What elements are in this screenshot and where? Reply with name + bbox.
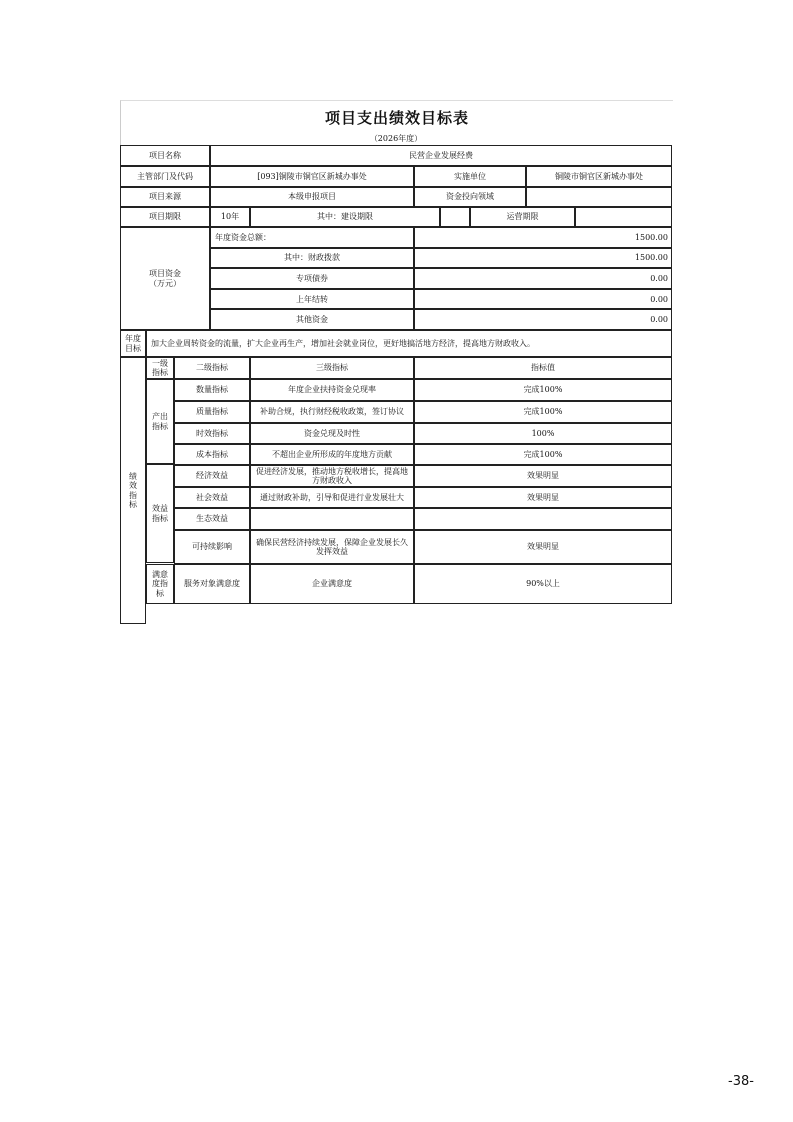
- indicator-value: 完成100%: [414, 379, 672, 401]
- indicator-value: [414, 508, 672, 530]
- fund-item-value: 0.00: [414, 289, 672, 310]
- third-level-indicator: 年度企业扶持资金兑现率: [250, 379, 414, 401]
- third-level-indicator: 资金兑现及时性: [250, 423, 414, 444]
- performance-indicator-label-line: 绩: [129, 472, 137, 482]
- satisfaction-indicator-label-line: 满意: [152, 570, 168, 580]
- second-level-indicator: 可持续影响: [174, 530, 250, 564]
- fund-item-value: 0.00: [414, 268, 672, 289]
- annual-goal-value: 加大企业周转资金的流量，扩大企业再生产，增加社会就业岗位，更好地搞活地方经济，提高地方财政收入。: [146, 330, 672, 357]
- funds-label-line: （万元）: [149, 278, 181, 288]
- fund-item-value: 1500.00: [414, 248, 672, 269]
- funds-label-line: 项目资金: [149, 269, 181, 279]
- impl-unit-label: 实施单位: [414, 166, 526, 187]
- second-level-header: 二级指标: [174, 357, 250, 379]
- sheet-title: 项目支出绩效目标表: [324, 108, 469, 127]
- second-level-indicator: 服务对象满意度: [174, 564, 250, 604]
- second-level-indicator: 质量指标: [174, 401, 250, 423]
- satisfaction-indicator-label: [146, 564, 174, 604]
- output-indicator-label-line: 产出: [152, 412, 168, 422]
- project-name-value: 民营企业发展经费: [210, 145, 672, 166]
- third-level-indicator: 企业满意度: [250, 564, 414, 604]
- first-level-header: [146, 357, 174, 379]
- performance-indicator-label-line: 效: [129, 481, 137, 491]
- third-level-indicator: 促进经济发展，推动地方税收增长，提高地方财政收入: [250, 465, 414, 487]
- indicator-value: 效果明显: [414, 530, 672, 564]
- period-label: 项目期限: [120, 207, 210, 227]
- third-level-indicator: 不超出企业所形成的年度地方贡献: [250, 444, 414, 465]
- page-number: -38-: [728, 1074, 754, 1089]
- third-level-indicator: 确保民营经济持续发展，保障企业发展长久发挥效益: [250, 530, 414, 564]
- annual-goal-label: [120, 330, 146, 357]
- third-level-indicator: 通过财政补助，引导和促进行业发展壮大: [250, 487, 414, 508]
- second-level-indicator: 生态效益: [174, 508, 250, 530]
- fund-item-label: 上年结转: [210, 289, 414, 310]
- impl-unit-value: 铜陵市铜官区新城办事处: [526, 166, 672, 187]
- second-level-indicator: 时效指标: [174, 423, 250, 444]
- first-level-header-line: 一级: [152, 358, 168, 368]
- indicator-value: 完成100%: [414, 401, 672, 423]
- satisfaction-indicator-label-line: 标: [156, 588, 164, 598]
- department-value: [093]铜陵市铜官区新城办事处: [210, 166, 414, 187]
- performance-indicator-label-line: 指: [129, 490, 137, 500]
- annual-goal-label-line: 年度: [125, 334, 141, 344]
- indicator-value: 完成100%: [414, 444, 672, 465]
- fund-item-label: 其他资金: [210, 309, 414, 330]
- output-indicator-label-line: 指标: [152, 421, 168, 431]
- operation-period-label: 运营期限: [470, 207, 575, 227]
- third-level-indicator: 补助合规，执行财经税收政策，签订协议: [250, 401, 414, 423]
- second-level-indicator: 成本指标: [174, 444, 250, 465]
- source-value: 本级申报项目: [210, 187, 414, 207]
- period-value: 10年: [210, 207, 250, 227]
- second-level-indicator: 社会效益: [174, 487, 250, 508]
- indicator-value: 效果明显: [414, 465, 672, 487]
- department-label: 主管部门及代码: [120, 166, 210, 187]
- indicator-value-header: 指标值: [414, 357, 672, 379]
- construction-period-value: [440, 207, 470, 227]
- output-indicator-label: [146, 379, 174, 464]
- sheet-footer-spacer: [120, 604, 672, 612]
- fund-item-value: 0.00: [414, 309, 672, 330]
- second-level-indicator: 数量指标: [174, 379, 250, 401]
- indicator-value: 效果明显: [414, 487, 672, 508]
- fund-item-label: 年度资金总额：: [210, 227, 414, 248]
- satisfaction-indicator-label-line: 度指: [152, 579, 168, 589]
- construction-period-label: 其中：建设期限: [250, 207, 440, 227]
- funds-label: [120, 227, 210, 330]
- benefit-indicator-label-line: 效益: [152, 504, 168, 514]
- fund-item-label: 专项债券: [210, 268, 414, 289]
- project-name-label: 项目名称: [120, 145, 210, 166]
- benefit-indicator-label-line: 指标: [152, 513, 168, 523]
- invest-field-label: 资金投向领域: [414, 187, 526, 207]
- year-label: （2026年度）: [369, 133, 423, 143]
- fund-item-value: 1500.00: [414, 227, 672, 248]
- indicator-value: 100%: [414, 423, 672, 444]
- third-level-header: 三级指标: [250, 357, 414, 379]
- invest-field-value: [526, 187, 672, 207]
- third-level-indicator: [250, 508, 414, 530]
- indicator-value: 90%以上: [414, 564, 672, 604]
- benefit-indicator-label: [146, 464, 174, 563]
- source-label: 项目来源: [120, 187, 210, 207]
- second-level-indicator: 经济效益: [174, 465, 250, 487]
- performance-indicator-label: [120, 357, 146, 624]
- annual-goal-label-line: 目标: [125, 343, 141, 353]
- first-level-header-line: 指标: [152, 368, 168, 377]
- performance-indicator-label-line: 标: [129, 499, 137, 509]
- fund-item-label: 其中：财政拨款: [210, 248, 414, 269]
- operation-period-value: [575, 207, 672, 227]
